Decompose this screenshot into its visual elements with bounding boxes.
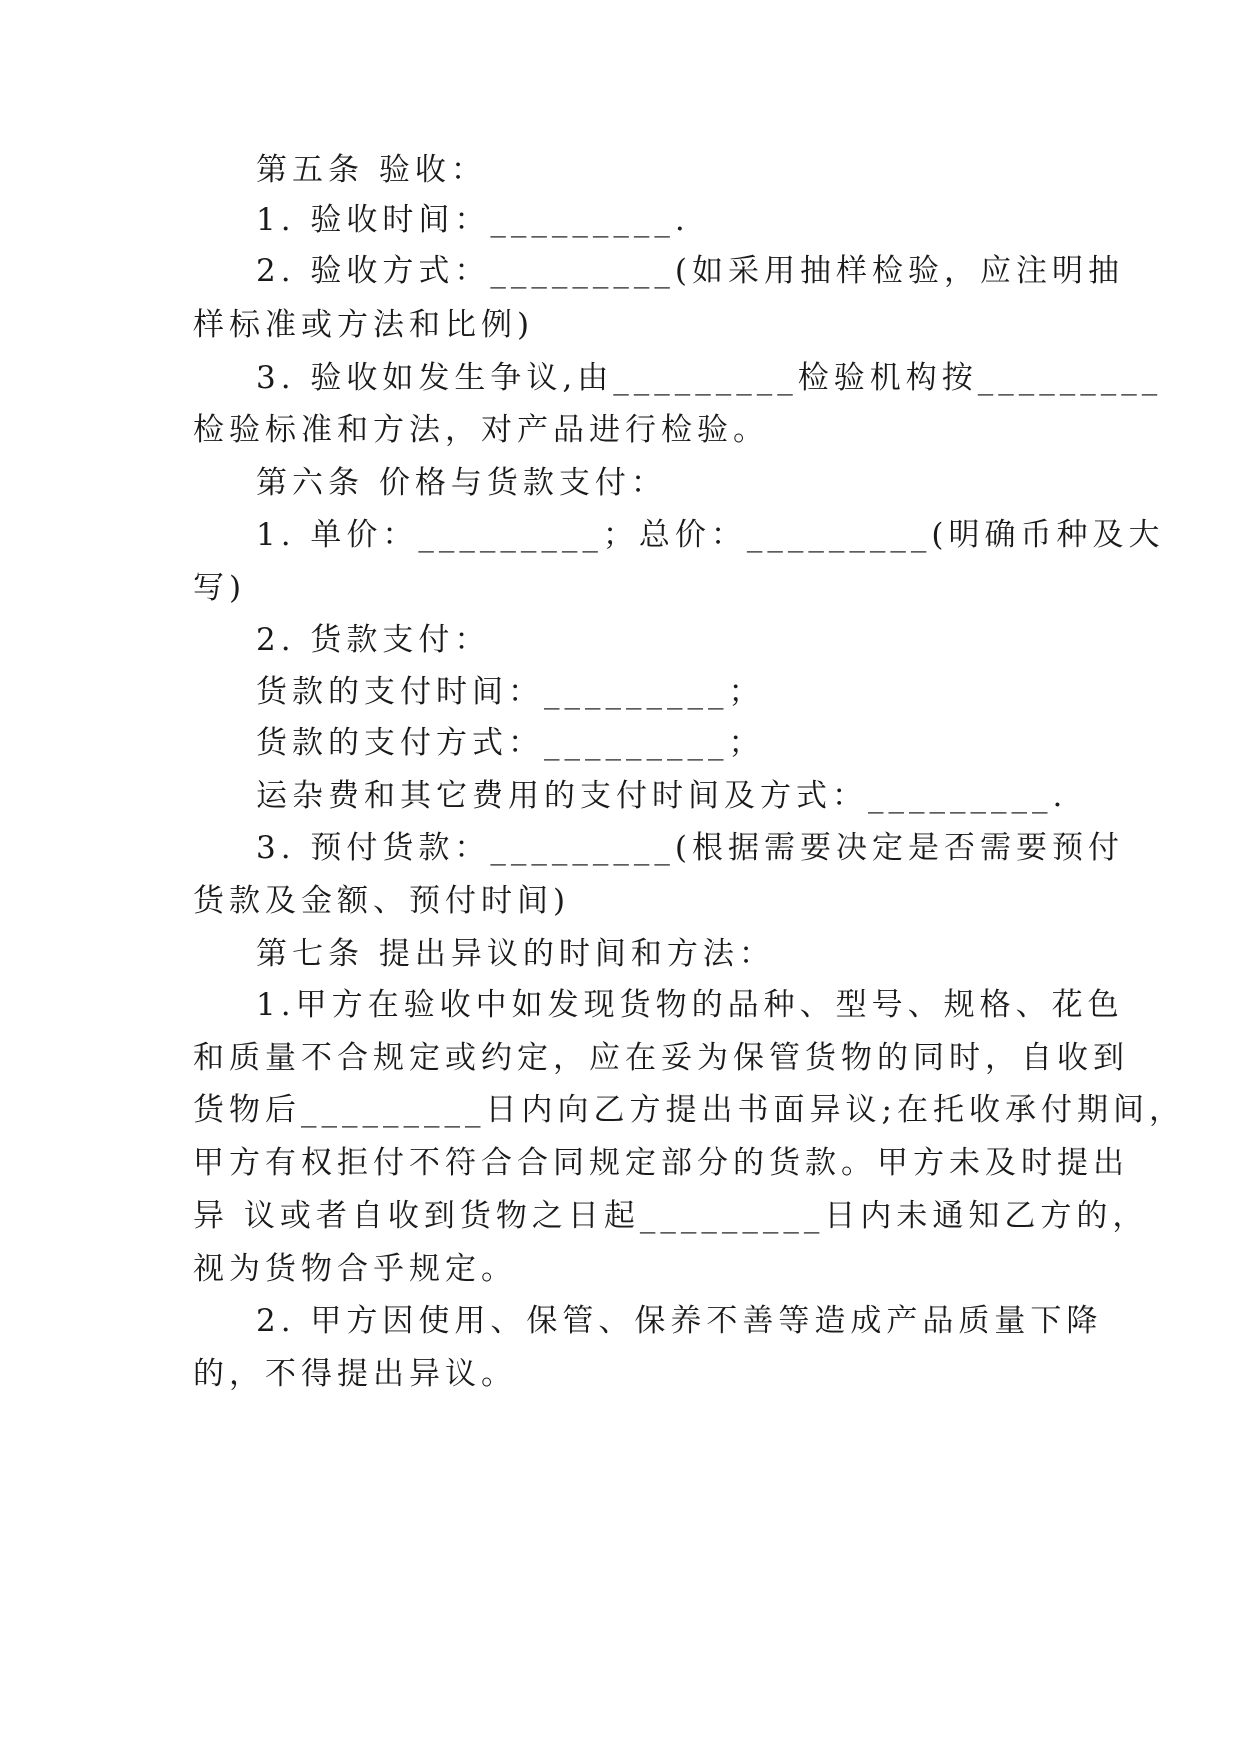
- text-line: 运杂费和其它费用的支付时间及方式：_________.: [256, 778, 1068, 814]
- article-6-heading: 第六条 价格与货款支付：: [256, 465, 667, 501]
- text-line: 样标准或方法和比例): [193, 307, 535, 343]
- text-line: 视为货物合乎规定。: [193, 1251, 517, 1287]
- text-line: 货款及金额、预付时间): [193, 883, 571, 919]
- text-line: 3. 预付货款：_________(根据需要决定是否需要预付: [256, 830, 1125, 866]
- text-line: 货物后_________日内向乙方提出书面异议;在托收承付期间，: [193, 1092, 1185, 1128]
- text-line: 2. 货款支付：: [256, 622, 491, 658]
- article-5-heading: 第五条 验收：: [256, 152, 487, 188]
- article-7-heading: 第七条 提出异议的时间和方法：: [256, 936, 775, 972]
- text-line: 2. 甲方因使用、保管、保养不善等造成产品质量下降: [256, 1303, 1103, 1339]
- text-line: 甲方有权拒付不符合合同规定部分的货款。甲方未及时提出: [193, 1145, 1129, 1181]
- text-line: 1. 验收时间：_________.: [256, 202, 690, 238]
- text-line: 货款的支付时间：_________；: [256, 674, 765, 710]
- text-line: 1. 单价：_________；总价：_________(明确币种及大: [256, 517, 1165, 553]
- text-line: 1.甲方在验收中如发现货物的品种、型号、规格、花色: [256, 987, 1124, 1023]
- text-line: 的，不得提出异议。: [193, 1356, 517, 1392]
- text-line: 2. 验收方式：_________(如采用抽样检验，应注明抽: [256, 253, 1125, 289]
- text-line: 和质量不合规定或约定，应在妥为保管货物的同时，自收到: [193, 1040, 1129, 1076]
- text-line: 异 议或者自收到货物之日起_________日内未通知乙方的，: [193, 1198, 1149, 1234]
- text-line: 货款的支付方式：_________；: [256, 725, 765, 761]
- text-line: 写): [193, 570, 247, 606]
- text-line: 检验标准和方法，对产品进行检验。: [193, 412, 769, 448]
- text-line: 3. 验收如发生争议,由_________检验机构按_________: [256, 360, 1163, 396]
